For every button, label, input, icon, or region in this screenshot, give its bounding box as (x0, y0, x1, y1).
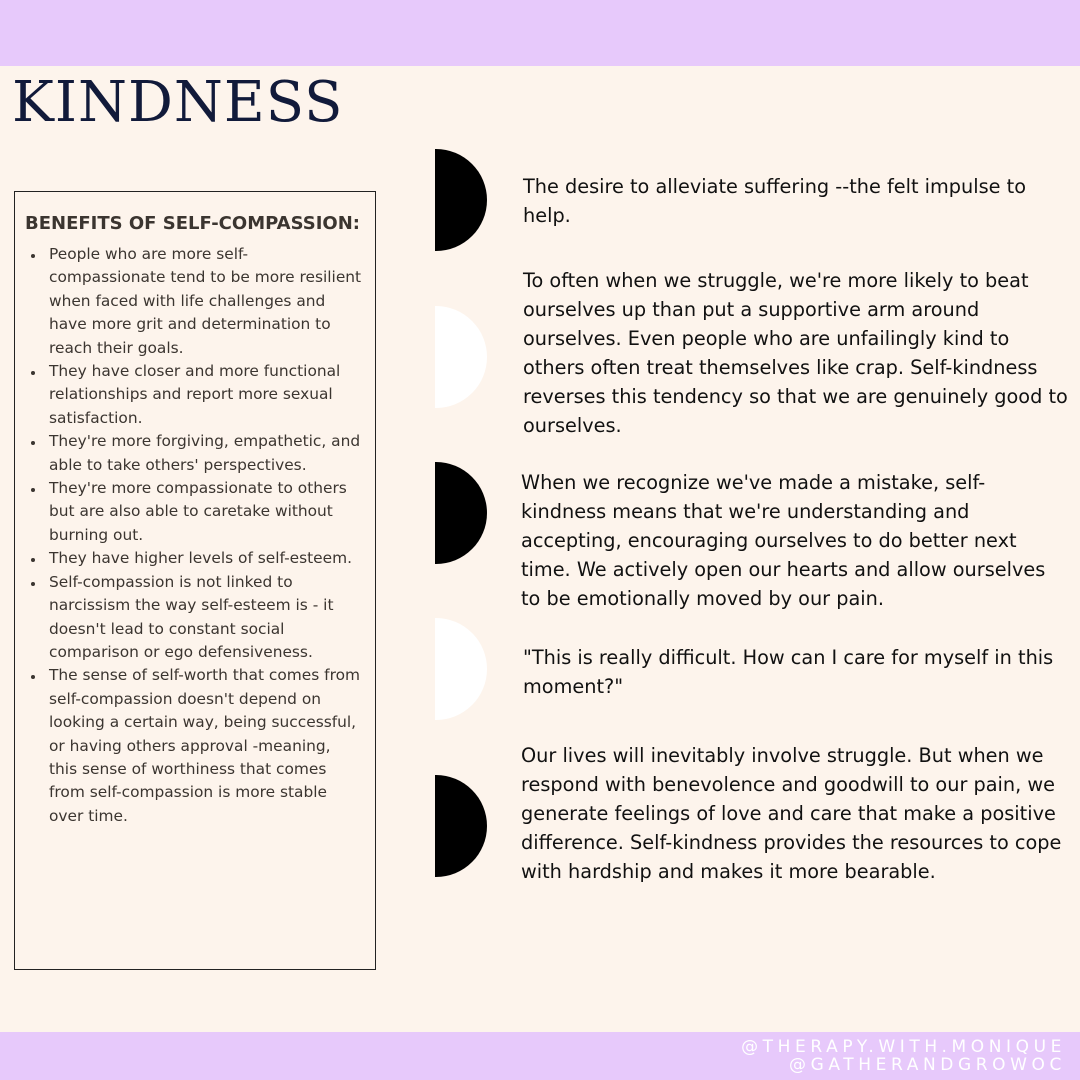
half-moon-dark-icon (435, 775, 487, 877)
half-moon-dark-icon (435, 149, 487, 251)
kindness-paragraph: Our lives will inevitably involve struggle. But when we respond with benevolence and goodwill to our pain, we generate feelings of love and care that make a positive difference. Self-kindness provides the resources to cope with hardship and makes it more bearable. (521, 744, 1062, 883)
benefit-item: • They have higher levels of self-esteem. (45, 547, 363, 570)
benefits-box (14, 191, 376, 970)
benefit-item: • They have closer and more functional relationships and report more sexual satisfaction. (45, 360, 363, 430)
benefit-item: • The sense of self-worth that comes from self-compassion doesn't depend on looking a certain way, being successful, or having others approval -meaning, this sense of worthiness that comes from self-compassion is more stable over time. (45, 664, 363, 828)
footer-handle: @THERAPY.WITH.MONIQUE (741, 1037, 1066, 1057)
benefit-item: • They're more compassionate to others but are also able to caretake without burning out. (45, 477, 363, 547)
top-color-band (0, 0, 1080, 66)
footer-handle: @GATHERANDGROWOC (789, 1055, 1066, 1075)
benefits-list (25, 243, 363, 828)
page-title: KINDNESS (12, 70, 344, 135)
half-moon-dark-icon (435, 462, 487, 564)
half-moon-light-icon (435, 306, 487, 408)
kindness-paragraph: To often when we struggle, we're more likely to beat ourselves up than put a supportive arm around ourselves. Even people who are unfailingly kind to others often treat themselves like crap. Self-kindness reverses this tendency so that we are genuinely good to ourselves. (523, 269, 1068, 437)
half-moon-light-icon (435, 618, 487, 720)
kindness-quote: "This is really difficult. How can I care for myself in this moment?" (523, 646, 1054, 698)
kindness-paragraph: When we recognize we've made a mistake, self-kindness means that we're understanding and accepting, encouraging ourselves to do better next time. We actively open our hearts and allow ourselves to be emotionally moved by our pain. (521, 471, 1046, 610)
kindness-paragraph: The desire to alleviate suffering --the felt impulse to help. (523, 175, 1027, 227)
footer-handles (741, 1038, 1066, 1074)
benefit-item: • Self-compassion is not linked to narcissism the way self-esteem is - it doesn't lead to constant social comparison or ego defensiveness. (45, 571, 363, 665)
benefit-item: • People who are more self-compassionate tend to be more resilient when faced with life challenges and have more grit and determination to reach their goals. (45, 243, 363, 360)
benefit-item: • They're more forgiving, empathetic, and able to take others' perspectives. (45, 430, 363, 477)
benefits-heading: BENEFITS OF SELF-COMPASSION: (25, 213, 360, 234)
